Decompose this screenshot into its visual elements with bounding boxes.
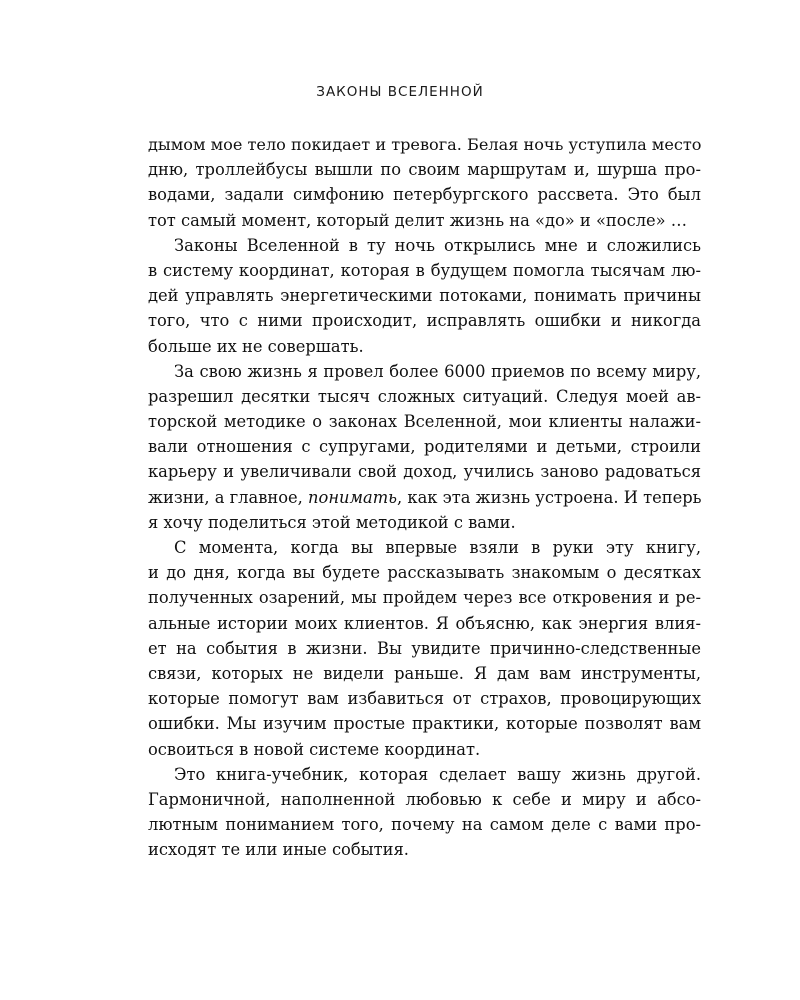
text-segment: жизни, а главное, (148, 487, 309, 507)
text-line: разрешил десятки тысяч сложных ситуаций. Следуя моей ав- (148, 386, 701, 406)
text-line: дымом мое тело покидает и тревога. Белая ночь уступила место (148, 135, 702, 154)
text-line: лютным пониманием того, почему на самом деле с вами про- (148, 815, 701, 835)
emphasized-word: понимать (308, 487, 398, 507)
text-line: дей управлять энергетическими потоками, понимать причины (148, 286, 701, 306)
text-line: которые помогут вам избавиться от страхов, провоцирующих (148, 689, 701, 709)
text-line: освоиться в новой системе координат. (148, 739, 481, 759)
paragraph-2 (148, 233, 701, 359)
paragraph-5 (148, 762, 701, 863)
text-line-with-emphasis (148, 485, 701, 510)
text-line: тот самый момент, который делит жизнь на «до» и «после» … (148, 210, 688, 230)
text-line: водами, задали симфонию петербургского рассвета. Это был (148, 185, 701, 205)
text-line: ет на события в жизни. Вы увидите причинно-следственные (148, 638, 701, 658)
text-line: За свою жизнь я провел более 6000 приемов по всему миру, (174, 361, 701, 381)
text-line: альные истории моих клиентов. Я объясню, как энергия влия- (148, 613, 701, 633)
text-line: в систему координат, которая в будущем помогла тысячам лю- (148, 260, 701, 280)
text-line: Гармоничной, наполненной любовью к себе и миру и абсо- (148, 789, 701, 809)
text-line: торской методике о законах Вселенной, мои клиенты налажи- (148, 412, 701, 432)
body-text (148, 132, 701, 862)
text-line: больше их не совершать. (148, 336, 364, 356)
text-line: Законы Вселенной в ту ночь открылись мне и сложились (174, 235, 701, 255)
text-line: дню, троллейбусы вышли по своим маршрутам и, шурша про- (148, 160, 701, 180)
text-line: ошибки. Мы изучим простые практики, которые позволят вам (148, 714, 701, 734)
paragraph-1 (148, 132, 701, 233)
text-line: полученных озарений, мы пройдем через все откровения и ре- (148, 588, 701, 608)
text-line: я хочу поделиться этой методикой с вами. (148, 512, 516, 532)
paragraph-4 (148, 535, 701, 762)
text-line: карьеру и увеличивали свой доход, учились заново радоваться (148, 462, 701, 482)
text-line: вали отношения с супругами, родителями и детьми, строили (148, 437, 701, 457)
text-line: того, что с ними происходит, исправлять ошибки и никогда (148, 311, 701, 331)
paragraph-3 (148, 359, 701, 535)
text-line: и до дня, когда вы будете рассказывать знакомым о десятках (148, 563, 701, 583)
text-line: связи, которых не видели раньше. Я дам вам инструменты, (148, 663, 701, 683)
text-segment: , как эта жизнь устроена. И теперь (397, 487, 702, 507)
text-line: исходят те или иные события. (148, 840, 409, 860)
text-line: С момента, когда вы впервые взяли в руки эту книгу, (174, 538, 701, 557)
text-line: Это книга-учебник, которая сделает вашу жизнь другой. (174, 764, 701, 784)
running-header: ЗАКОНЫ ВСЕЛЕННОЙ (316, 84, 484, 100)
